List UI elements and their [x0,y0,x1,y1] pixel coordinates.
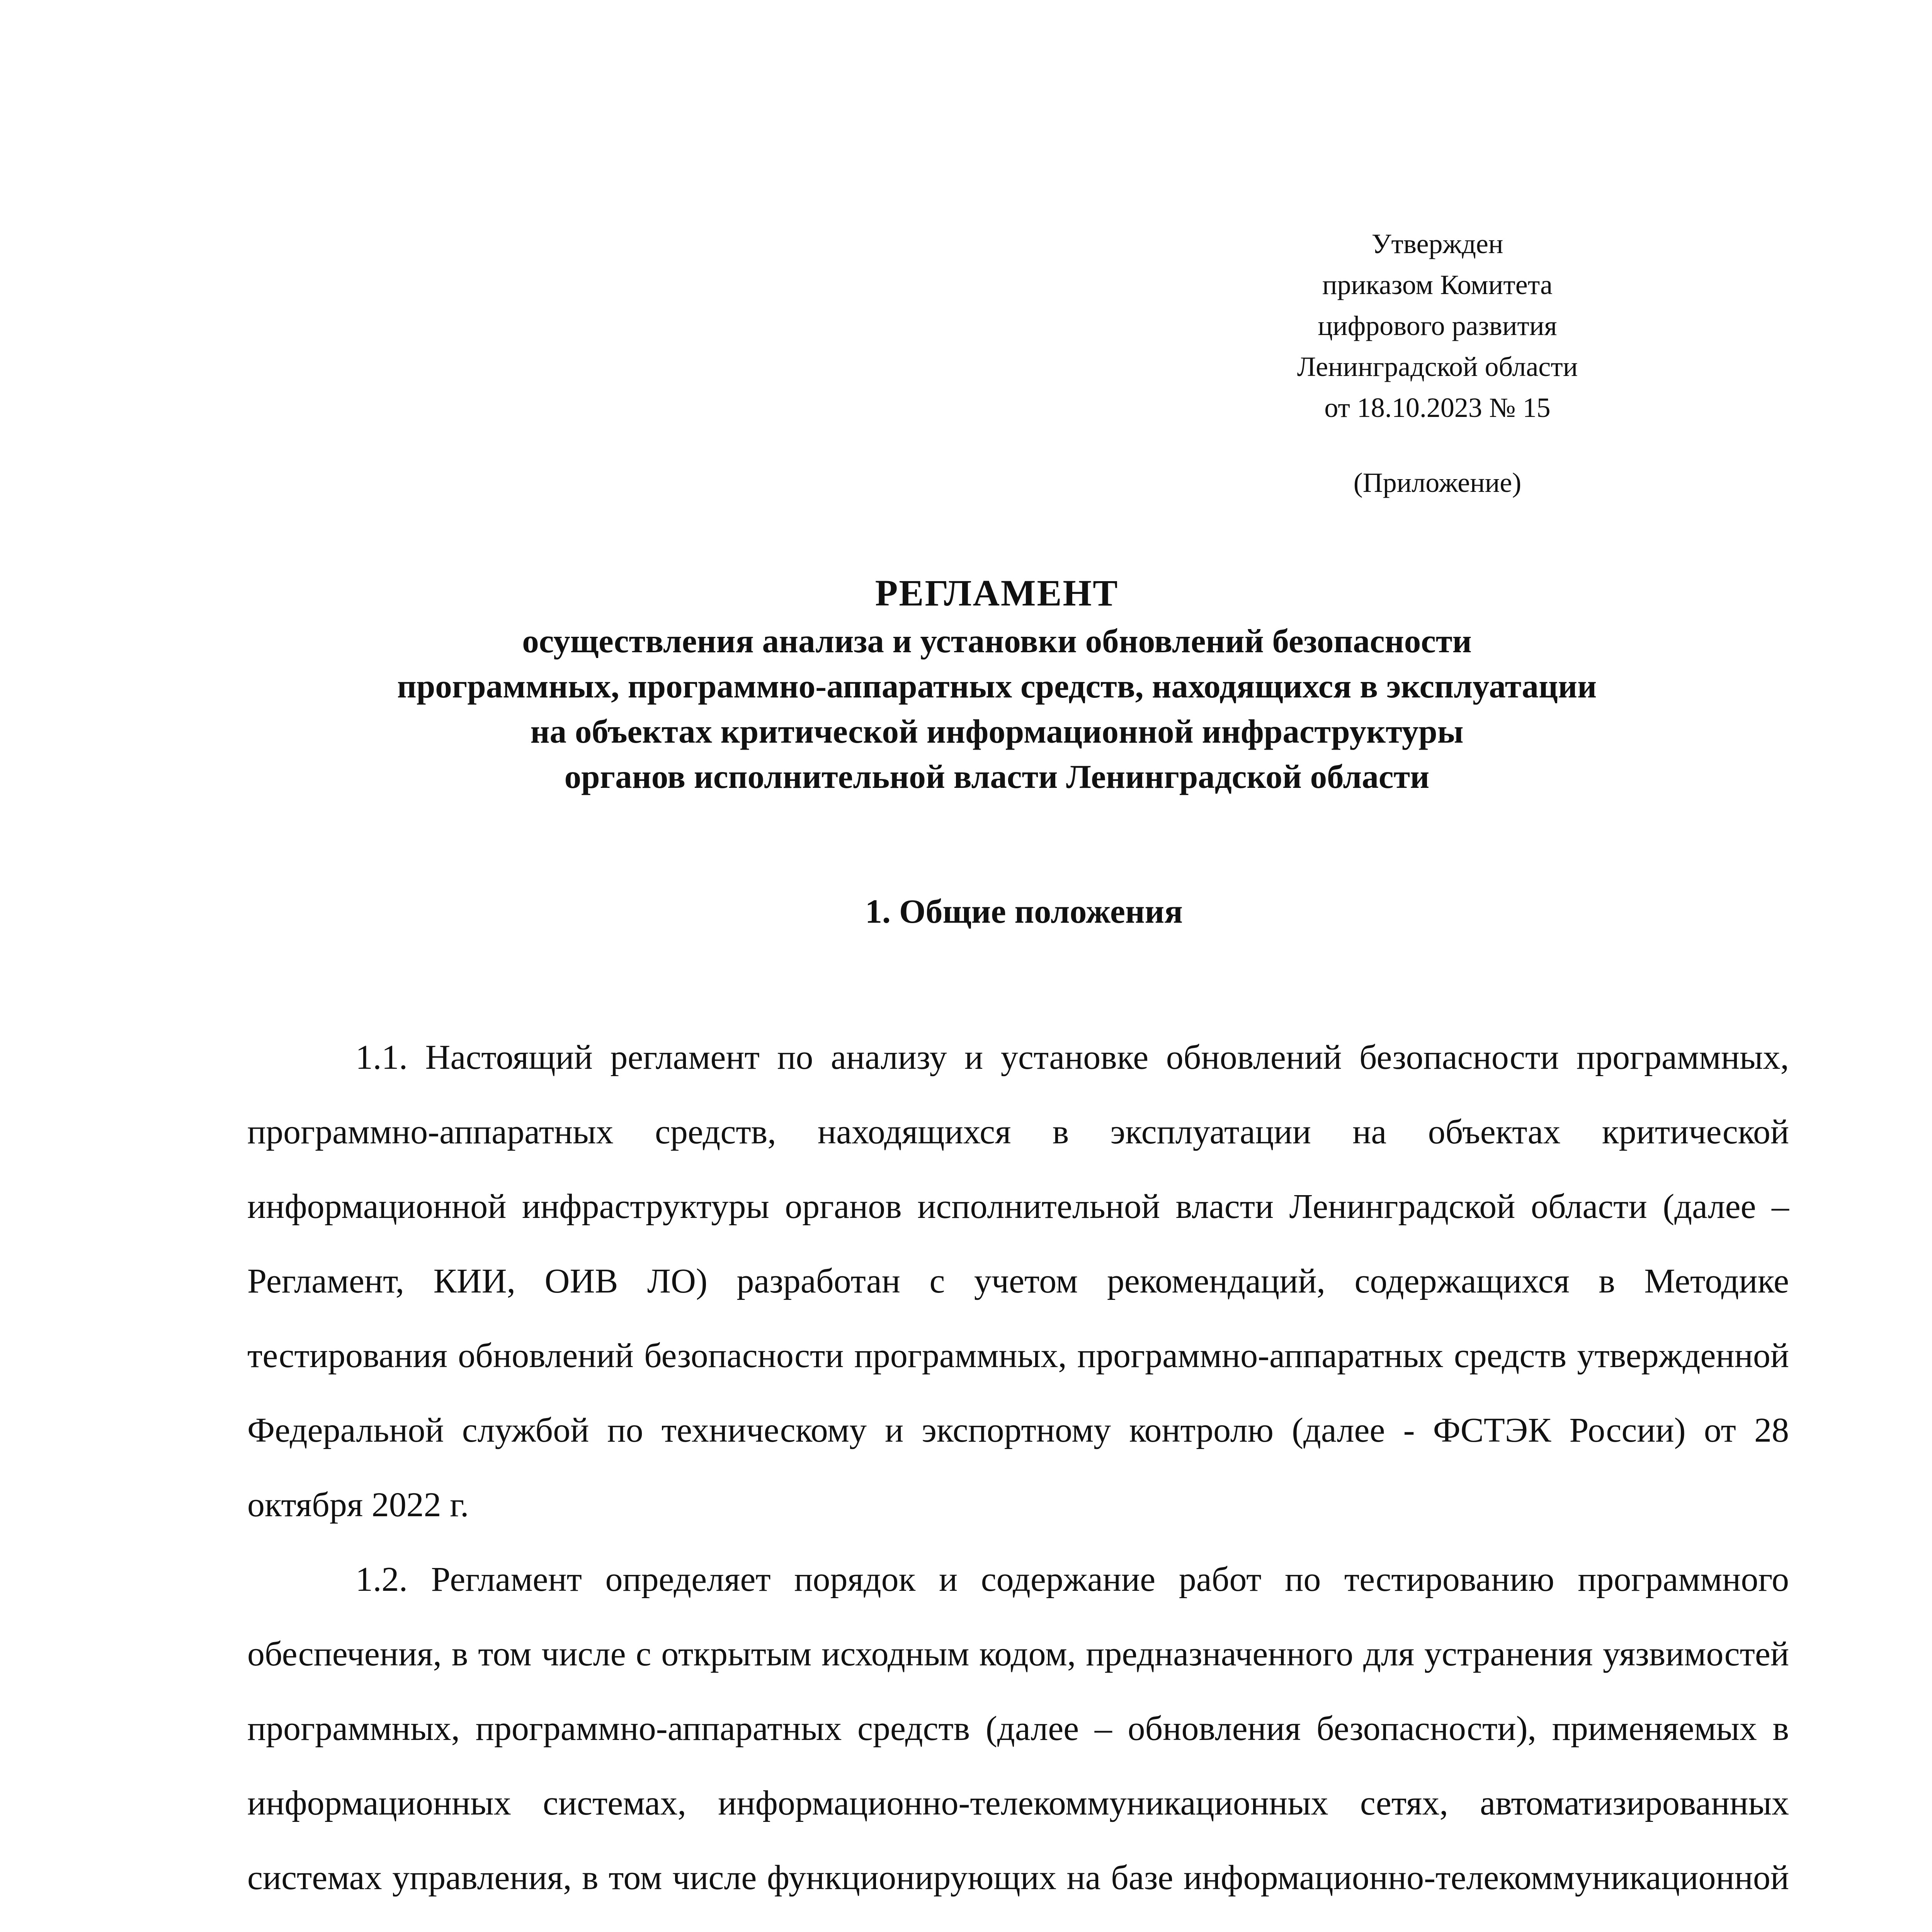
title-line-1: осуществления анализа и установки обновлений безопасности [522,622,1472,660]
title-line-3: на объектах критической информационной инфраструктуры [530,713,1464,750]
approval-line-committee: цифрового развития [1318,310,1557,341]
paragraph-1-2: 1.2. Регламент определяет порядок и содержание работ по тестированию программного обеспечения, в том числе с открытым исходным кодом, предназначенного для устранения уязвимостей программных, программно-аппаратных средств (далее – обновления безопасности), применяемых в информационных системах, информационно-телекоммуникационных сетях, автоматизированных системах управления, в том числе функционирующих на базе информационно-телекоммуникационной [247,1560,1789,1897]
title-line-4: органов исполнительной власти Ленинградской области [564,758,1430,795]
document-title-block [174,568,1820,799]
document-title: РЕГЛАМЕНТ [875,572,1119,614]
approval-stamp [1179,223,1696,503]
approval-line-region: Ленинградской области [1297,351,1578,382]
approval-line-order: приказом Комитета [1322,269,1553,300]
approval-line-date-number: от 18.10.2023 № 15 [1324,392,1551,423]
paragraph-1-1: 1.1. Настоящий регламент по анализу и установке обновлений безопасности программных, программно-аппаратных средств, находящихся в эксплуатации на объектах критической информационной инфраструктуры органов исполнительной власти Ленинградской области (далее – Регламент, КИИ, ОИВ ЛО) разработан с учетом рекомендаций, содержащихся в Методике тестирования обновлений безопасности программных, программно-аппаратных средств утвержденной Федеральной службой по техническому и экспортному контролю (далее - ФСТЭК России) от 28 октября 2022 г. [247,1038,1789,1524]
title-line-2: программных, программно-аппаратных средств, находящихся в эксплуатации [397,667,1597,705]
appendix-label: (Приложение) [1353,467,1522,498]
approval-line-approved: Утвержден [1371,228,1503,259]
document-body [247,1020,1789,1932]
section-heading: 1. Общие положения [865,893,1183,930]
